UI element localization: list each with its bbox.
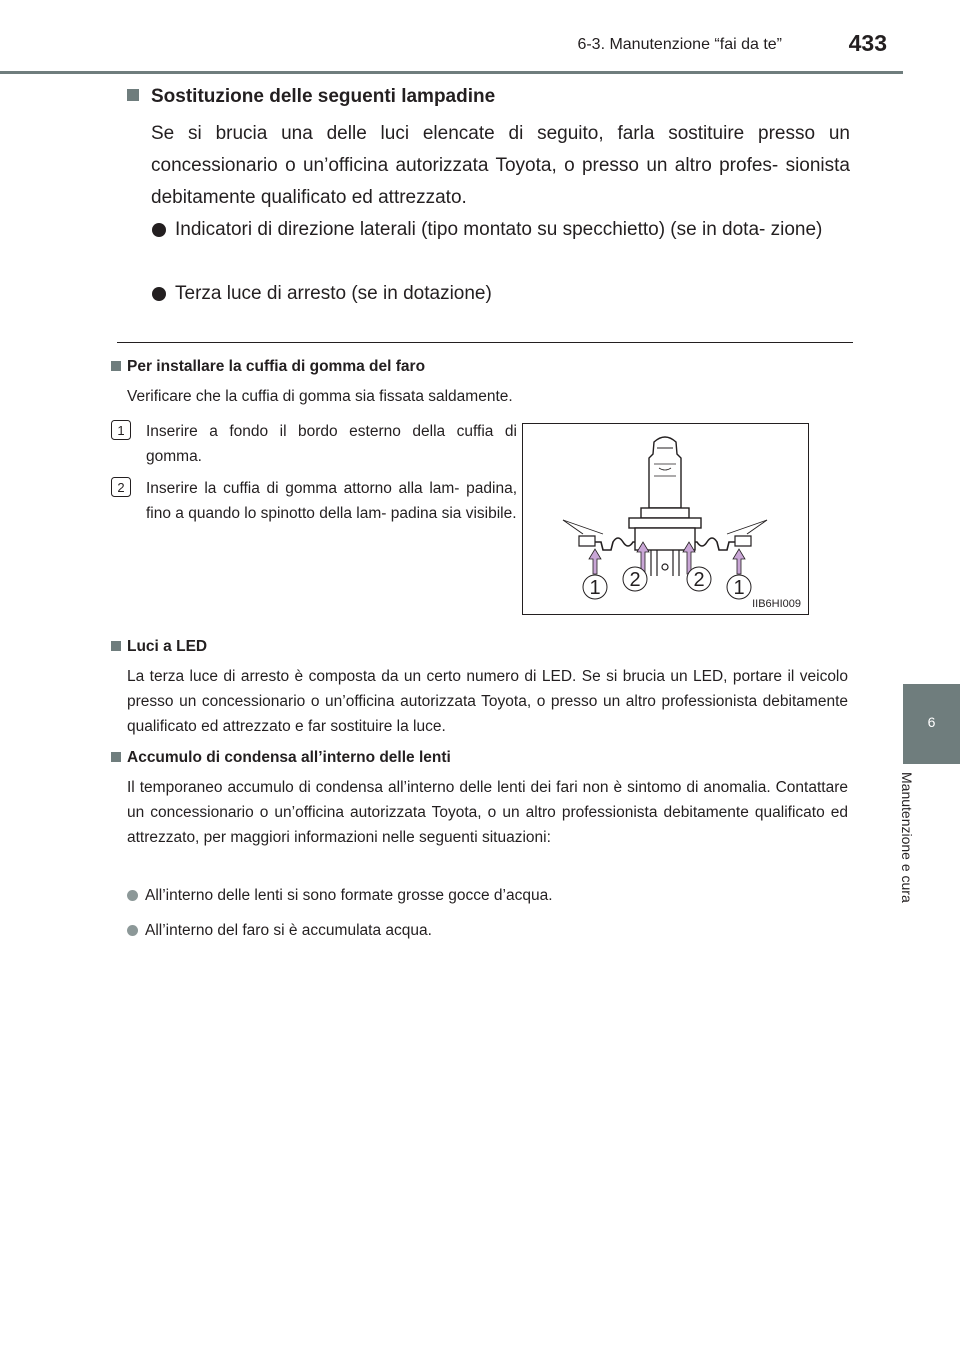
page-number: 433 bbox=[848, 30, 887, 56]
chapter-tab bbox=[903, 684, 960, 764]
step-number-icon bbox=[111, 477, 131, 497]
callout-number: 2 bbox=[629, 569, 641, 591]
subheading-condensa bbox=[111, 749, 451, 767]
cuffia-intro: Verificare che la cuffia di gomma sia fissata saldamente. bbox=[127, 388, 513, 405]
callout-number: 1 bbox=[733, 577, 745, 599]
section-divider bbox=[117, 342, 853, 343]
chapter-title-vertical bbox=[893, 772, 917, 932]
list-item-text: All’interno delle lenti si sono formate grosse gocce d’acqua. bbox=[145, 887, 553, 904]
section-body-paragraph: Se si brucia una delle luci elencate di seguito, farla sostituire presso un concessionario o un’officina autorizzata Toyota, o presso un altro profes- sionista debitamente qualificato ed attrezzato. bbox=[151, 123, 850, 208]
step-number-icon bbox=[111, 420, 131, 440]
step-number-label: 1 bbox=[117, 423, 125, 438]
list-item-text: Indicatori di direzione laterali (tipo montato su specchietto) (se in dota- zione) bbox=[175, 219, 823, 240]
header-rule bbox=[0, 71, 903, 74]
bullet-dot-icon bbox=[152, 223, 166, 237]
chapter-number: 6 bbox=[927, 714, 936, 730]
bullet-dot-icon bbox=[127, 925, 138, 936]
subheading-cuffia bbox=[111, 358, 425, 376]
subheading-text: Luci a LED bbox=[127, 638, 208, 655]
callout-number: 1 bbox=[589, 577, 601, 599]
square-bullet-icon bbox=[111, 752, 121, 762]
subheading-text: Accumulo di condensa all’interno delle lenti bbox=[127, 749, 451, 766]
header-section-title: 6-3. Manutenzione “fai da te” bbox=[577, 36, 782, 53]
bulb-rubber-cap-diagram bbox=[523, 424, 808, 614]
bullet-dot-icon bbox=[127, 890, 138, 901]
subheading-text: Per installare la cuffia di gomma del faro bbox=[127, 358, 426, 375]
subheading-led bbox=[111, 638, 207, 656]
section-heading-text: Sostituzione delle seguenti lampadine bbox=[151, 86, 496, 107]
section-heading-sostituzione bbox=[127, 86, 495, 108]
list-item bbox=[151, 214, 850, 246]
figure-code: IIB6HI009 bbox=[752, 598, 801, 610]
list-item bbox=[151, 278, 850, 310]
step-item bbox=[111, 419, 517, 469]
list-item-text: All’interno del faro si è accumulata acqua. bbox=[145, 922, 432, 939]
callout-number: 2 bbox=[693, 569, 705, 591]
list-item bbox=[127, 883, 848, 908]
square-bullet-icon bbox=[111, 361, 121, 371]
headlight-bulb-illustration bbox=[522, 423, 809, 615]
step-text: Inserire a fondo il bordo esterno della cuffia di gomma. bbox=[146, 423, 517, 465]
list-item bbox=[127, 918, 848, 943]
condensa-paragraph: Il temporaneo accumulo di condensa all’interno delle lenti dei fari non è sintomo di anomalia. Contattare un concessionario o un’officina autorizzata Toyota, o un altro professionista debitamente qualificato ed attrezzato, per maggiori informazioni nelle seguenti situazioni: bbox=[127, 779, 848, 846]
bullet-dot-icon bbox=[152, 287, 166, 301]
square-bullet-icon bbox=[111, 641, 121, 651]
list-item-text: Terza luce di arresto (se in dotazione) bbox=[175, 283, 492, 304]
chapter-title: Manutenzione e cura bbox=[899, 772, 915, 903]
step-text: Inserire la cuffia di gomma attorno alla lam- padina, fino a quando lo spinotto della lam- padina sia visibile. bbox=[146, 480, 517, 522]
step-item bbox=[111, 476, 517, 526]
led-paragraph: La terza luce di arresto è composta da un certo numero di LED. Se si brucia un LED, portare il veicolo presso un concessionario o un’officina autorizzata Toyota, o presso un altro professionista debitamente qualificato ed attrezzato e far sostituire la luce. bbox=[127, 668, 848, 735]
step-number-label: 2 bbox=[117, 480, 125, 495]
square-bullet-icon bbox=[127, 89, 139, 101]
